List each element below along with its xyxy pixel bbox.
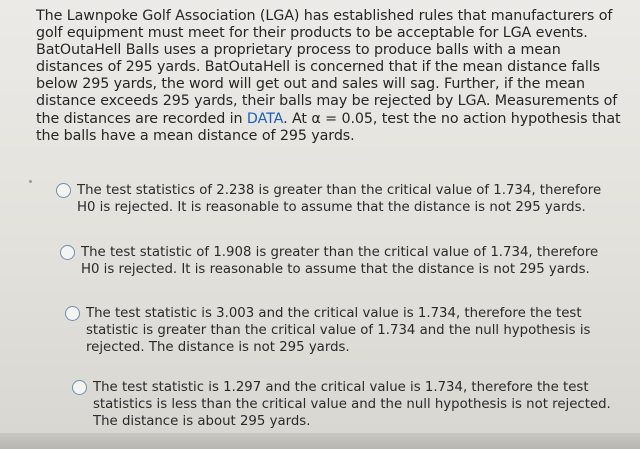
answer-option-4[interactable] xyxy=(72,379,617,430)
answer-option-1[interactable] xyxy=(56,182,616,216)
bottom-bar xyxy=(0,433,640,449)
answer-option-3-label: The test statistic is 3.003 and the critical value is 1.734, therefore the test statistic is greater than the critical value of 1.734 and the null hypothesis is rejected. The distance is not 295 yards. xyxy=(86,306,591,355)
radio-button-4[interactable] xyxy=(72,380,87,395)
data-link[interactable]: DATA xyxy=(246,110,284,127)
radio-button-2[interactable] xyxy=(60,245,75,260)
question-text-part-2: . At α = 0.05, test the no action hypothesis that the balls have a mean distance of 295 yards. xyxy=(36,110,621,144)
answer-option-2-label: The test statistic of 1.908 is greater than the critical value of 1.734, therefore H0 is rejected. It is reasonable to assume that the distance is not 295 yards. xyxy=(81,245,599,277)
answer-option-4-label: The test statistic is 1.297 and the critical value is 1.734, therefore the test statistics is less than the critical value and the null hypothesis is not rejected. The distance is about 295 yards. xyxy=(93,380,611,429)
question-text-part-1: The Lawnpoke Golf Association (LGA) has established rules that manufacturers of golf equipment must meet for their products to be acceptable for LGA events. BatOutaHell Balls uses a proprietary process to produce balls with a mean distances of 295 yards. BatOutaHell is concerned that if the mean distance falls below 295 yards, the word will get out and sales will sag. Further, if the mean distance exceeds 295 yards, their balls may be rejected by LGA. Measurements of the distances are recorded in xyxy=(36,8,618,127)
answer-option-2[interactable] xyxy=(60,244,620,278)
bullet-dot xyxy=(29,180,32,183)
answer-option-3[interactable] xyxy=(65,305,615,356)
radio-button-1[interactable] xyxy=(56,183,71,198)
question-text xyxy=(36,8,626,145)
radio-button-3[interactable] xyxy=(65,306,80,321)
answer-option-1-label: The test statistics of 2.238 is greater than the critical value of 1.734, therefore H0 is rejected. It is reasonable to assume that the distance is not 295 yards. xyxy=(77,183,602,215)
